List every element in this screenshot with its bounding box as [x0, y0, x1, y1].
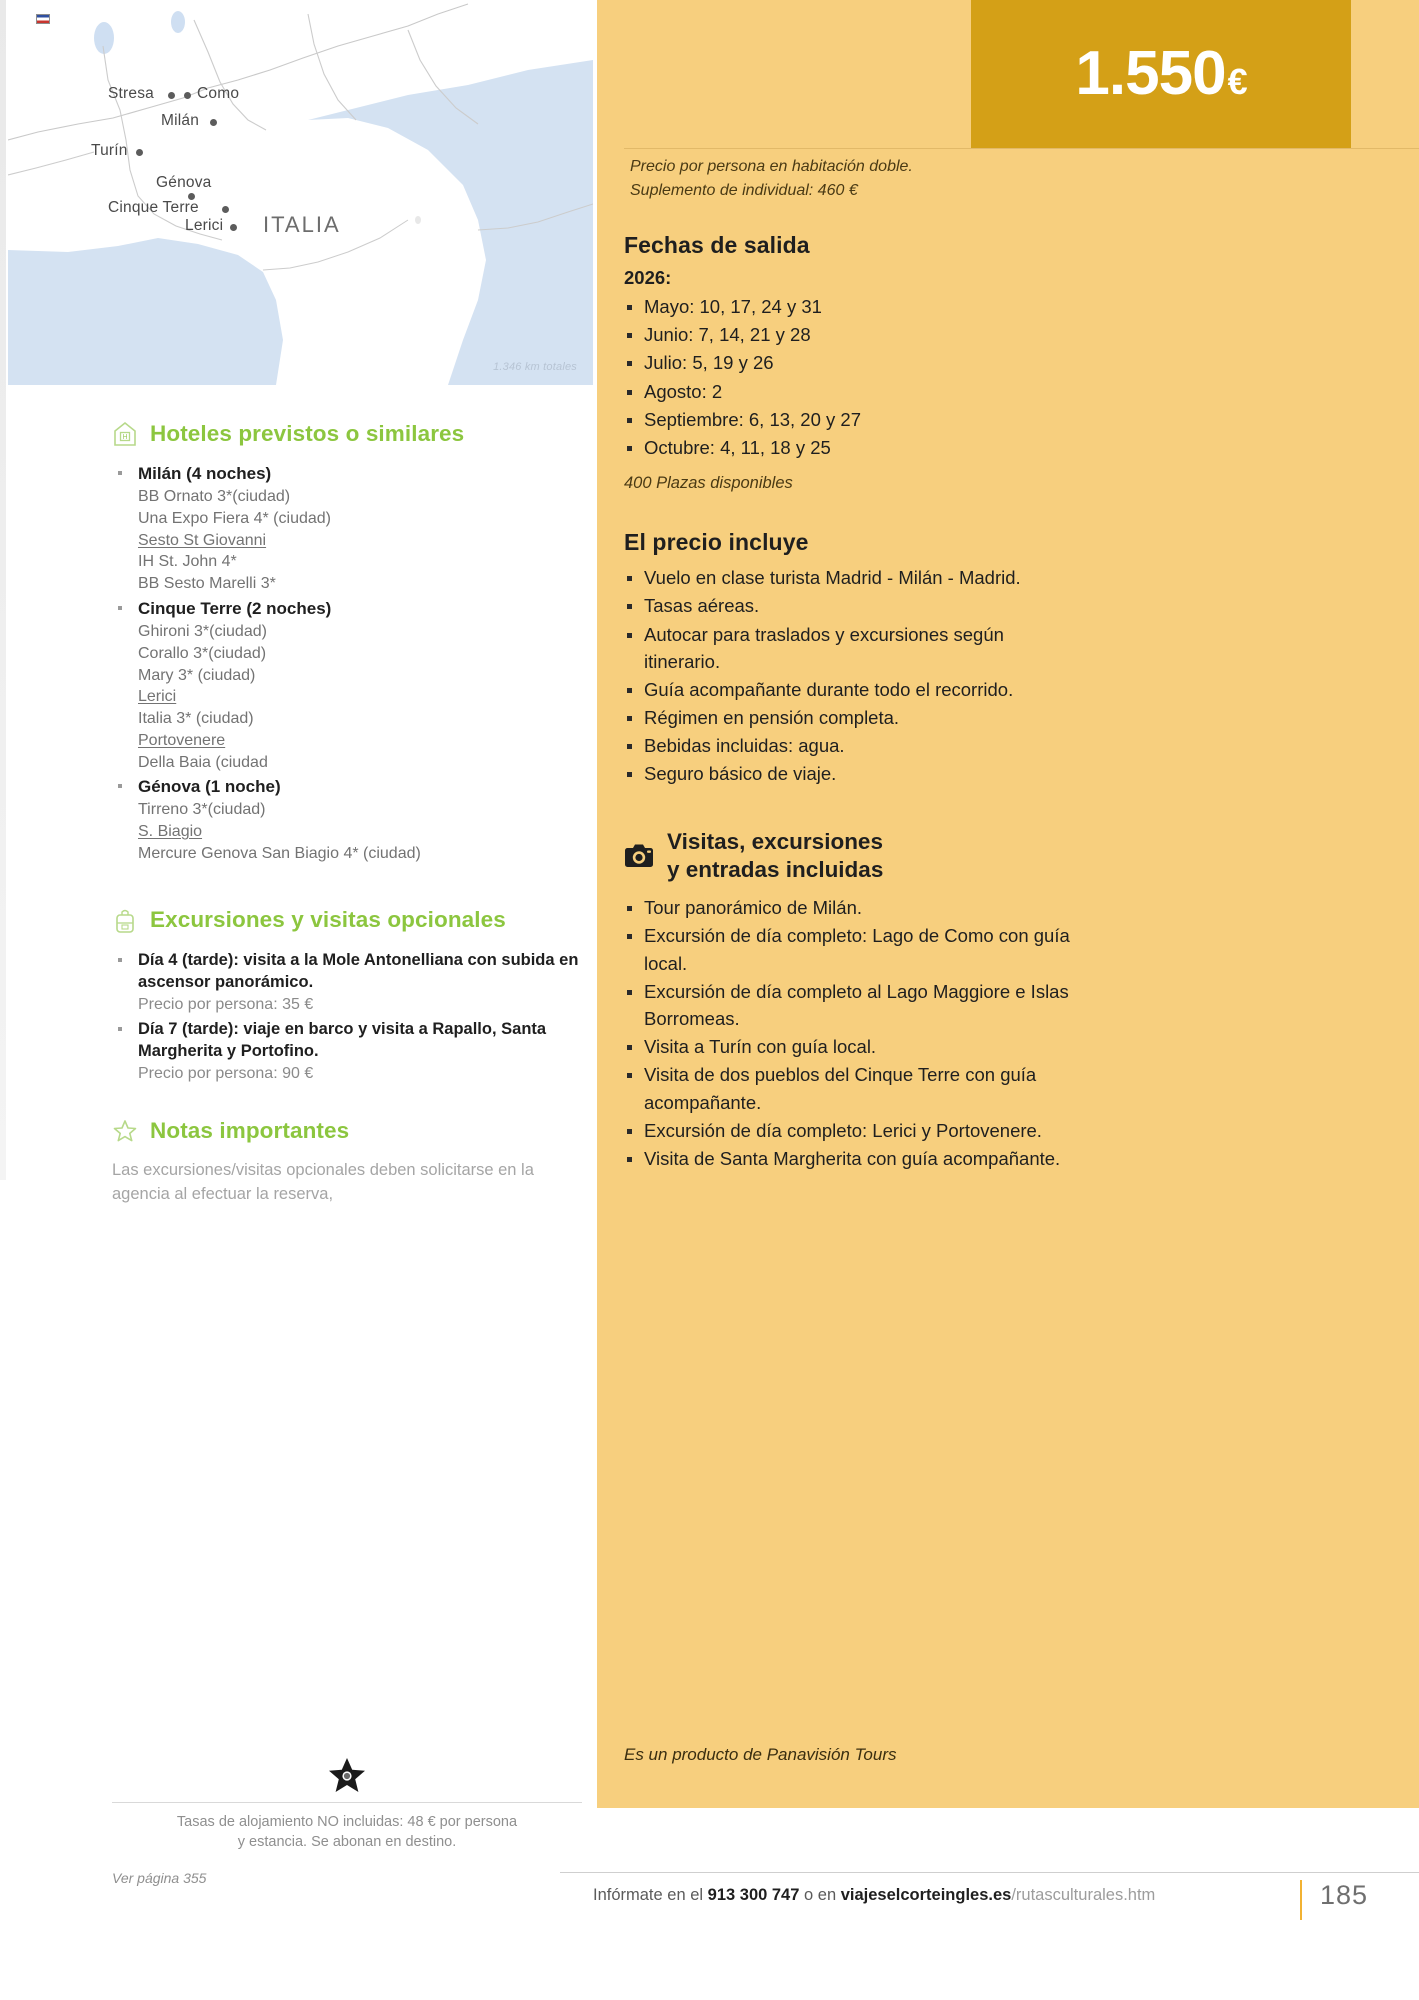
svg-text:H: H — [122, 434, 128, 441]
spacer — [112, 1087, 582, 1117]
hotel-item: Tirreno 3*(ciudad) — [138, 801, 266, 819]
hotel-item: Della Baia (ciudad — [138, 753, 268, 771]
hotel-group-cinque-terre — [112, 597, 582, 773]
page-bottom-bar — [0, 1872, 1419, 1932]
include-item: Autocar para traslados y excursiones según itinerario. — [624, 621, 1074, 675]
excursions-heading-text: Excursiones y visitas opcionales — [150, 907, 506, 933]
hotels-heading-text: Hoteles previstos o similares — [150, 420, 465, 446]
hotel-item: S. Biagio — [138, 823, 203, 841]
departure-month: Agosto: 2 — [624, 378, 1074, 405]
visits-heading-line-1: Visitas, excursiones — [667, 828, 883, 854]
italy-map — [8, 0, 593, 385]
includes-list — [624, 564, 1074, 788]
departures-heading: Fechas de salida — [624, 232, 810, 258]
visit-item: Tour panorámico de Milán. — [624, 894, 1074, 921]
departures-list — [624, 293, 1074, 461]
excursion-title: Día 4 (tarde): visita a la Mole Antonelliana con subida en ascensor panorámico. — [138, 950, 579, 992]
price-note-line-2: Suplemento de individual: 460 € — [630, 182, 858, 199]
departure-month: Julio: 5, 19 y 26 — [624, 349, 1074, 376]
map-label-cinque-terre: Cinque Terre — [108, 199, 199, 216]
excursion-price: Precio por persona: 35 € — [138, 995, 314, 1013]
hotel-group-genova — [112, 775, 582, 864]
hotel-item: Ghironi 3*(ciudad) — [138, 623, 267, 640]
hotel-item: Mary 3* (ciudad) — [138, 666, 256, 684]
map-label-como: Como — [197, 85, 240, 102]
include-item: Régimen en pensión completa. — [624, 704, 1074, 731]
hotel-icon — [112, 420, 138, 448]
contact-prefix: Infórmate en el — [593, 1886, 708, 1904]
hotels-heading — [112, 420, 582, 448]
map-dot-como — [184, 92, 191, 99]
departure-month: Septiembre: 6, 13, 20 y 27 — [624, 406, 1074, 433]
excursion-price: Precio por persona: 90 € — [138, 1065, 314, 1083]
right-content — [624, 232, 1074, 1173]
map-dot-turin — [136, 149, 143, 156]
contact-phone[interactable]: 913 300 747 — [707, 1886, 800, 1904]
excursion-item — [112, 949, 582, 1016]
visit-item: Excursión de día completo: Lago de Como con guía local. — [624, 922, 1074, 976]
map-dot-lerici — [230, 224, 237, 231]
contact-line — [593, 1886, 1155, 1905]
footer-divider — [112, 1802, 582, 1803]
excursion-item — [112, 1018, 582, 1085]
hotel-item: BB Sesto Marelli 3* — [138, 575, 276, 593]
map-dot-milan — [210, 119, 217, 126]
map-label-stresa: Stresa — [108, 85, 154, 102]
hotel-item: IH St. John 4* — [138, 553, 237, 571]
map-label-lerici: Lerici — [185, 217, 224, 234]
hotel-item: Una Expo Fiera 4* (ciudad) — [138, 509, 331, 527]
tasas-line-1: Tasas de alojamiento NO incluidas: 48 € por persona — [176, 1814, 518, 1830]
hotel-city-name: Cinque Terre (2 noches) — [138, 598, 332, 618]
hotel-item: Mercure Genova San Biagio 4* (ciudad) — [138, 844, 421, 862]
map-label-italia: ITALIA — [263, 212, 341, 237]
hotel-item: Portovenere — [138, 731, 226, 749]
departure-month: Octubre: 4, 11, 18 y 25 — [624, 434, 1074, 461]
visits-list — [624, 894, 1074, 1172]
departures-year: 2026: — [624, 267, 672, 288]
map-label-turin: Turín — [91, 142, 128, 159]
hotel-item: Lerici — [138, 688, 177, 706]
excursions-list — [112, 949, 582, 1086]
include-item: Vuelo en clase turista Madrid - Milán - Madrid. — [624, 564, 1074, 591]
page-gutter-rule — [0, 0, 6, 1180]
left-column — [112, 420, 582, 1207]
includes-heading: El precio incluye — [624, 529, 809, 556]
notes-text: Las excursiones/visitas opcionales deben solicitarse en la agencia al efectuar la reserva, — [112, 1161, 534, 1204]
contact-site[interactable]: viajeselcorteingles.es — [840, 1886, 1012, 1904]
contact-path[interactable]: /rutasculturales.htm — [1011, 1886, 1156, 1904]
price-currency: € — [1227, 61, 1247, 102]
map-scale-label: 1.346 km totales — [493, 361, 577, 373]
product-line: Es un producto de Panavisión Tours — [624, 1745, 897, 1764]
price-note — [630, 155, 1190, 203]
visits-heading-line-2: y entradas incluidas — [667, 857, 884, 883]
include-item: Guía acompañante durante todo el recorrido. — [624, 676, 1074, 703]
visits-heading-text — [667, 828, 883, 886]
visit-item: Excursión de día completo: Lerici y Portovenere. — [624, 1117, 1074, 1144]
contact-middle: o en — [799, 1886, 841, 1904]
page-number-separator — [1300, 1880, 1302, 1920]
ver-pagina-link[interactable]: Ver página 355 — [112, 1870, 207, 1887]
map-label-milan: Milán — [161, 112, 200, 129]
visits-heading — [624, 828, 1074, 886]
map-dot-stresa — [168, 92, 175, 99]
star-outline-icon — [112, 1117, 138, 1145]
price-box — [971, 0, 1351, 148]
hotel-city-name: Milán (4 noches) — [138, 464, 272, 483]
price-amount: 1.550 — [1075, 39, 1226, 108]
price-divider — [624, 148, 1419, 149]
hotel-group-milan — [112, 462, 582, 595]
visit-item: Visita de Santa Margherita con guía acompañante. — [624, 1145, 1074, 1172]
hotel-item: Corallo 3*(ciudad) — [138, 644, 267, 662]
include-item: Seguro básico de viaje. — [624, 760, 1074, 787]
visit-item: Visita de dos pueblos del Cinque Terre con guía acompañante. — [624, 1061, 1074, 1115]
star-badge-icon — [327, 1756, 367, 1796]
hotels-list — [112, 462, 582, 865]
spacer — [112, 867, 582, 907]
departure-month: Junio: 7, 14, 21 y 28 — [624, 321, 1074, 348]
notes-heading-text: Notas importantes — [150, 1117, 350, 1143]
excursion-title: Día 7 (tarde): viaje en barco y visita a Rapallo, Santa Margherita y Portofino. — [138, 1019, 547, 1061]
right-orange-panel — [597, 0, 1419, 1808]
camera-icon — [624, 841, 654, 871]
price-note-line-1: Precio por persona en habitación doble. — [630, 158, 913, 175]
map-dot-cinque-terre — [222, 206, 229, 213]
departure-month: Mayo: 10, 17, 24 y 31 — [624, 293, 1074, 320]
plazas-disponibles: 400 Plazas disponibles — [624, 474, 793, 493]
map-graphic — [8, 0, 593, 385]
bottom-divider — [560, 1872, 1419, 1873]
hotel-city-name: Génova (1 noche) — [138, 777, 281, 797]
notes-heading — [112, 1117, 582, 1145]
visit-item: Visita a Turín con guía local. — [624, 1033, 1074, 1060]
visit-item: Excursión de día completo al Lago Maggiore e Islas Borromeas. — [624, 978, 1074, 1032]
backpack-icon — [112, 907, 138, 935]
page-number: 185 — [1320, 1880, 1369, 1910]
hotel-item: BB Ornato 3*(ciudad) — [138, 488, 291, 506]
tasas-line-2: y estancia. Se abonan en destino. — [237, 1833, 457, 1850]
hotel-item: Sesto St Giovanni — [138, 531, 267, 549]
include-item: Bebidas incluidas: agua. — [624, 732, 1074, 759]
excursions-heading — [112, 907, 582, 935]
include-item: Tasas aéreas. — [624, 592, 1074, 619]
italy-flag-icon — [36, 14, 50, 24]
map-label-genova: Génova — [156, 174, 212, 191]
hotel-item: Italia 3* (ciudad) — [138, 710, 254, 727]
price-value — [1075, 39, 1247, 108]
left-footer — [112, 1756, 582, 1886]
